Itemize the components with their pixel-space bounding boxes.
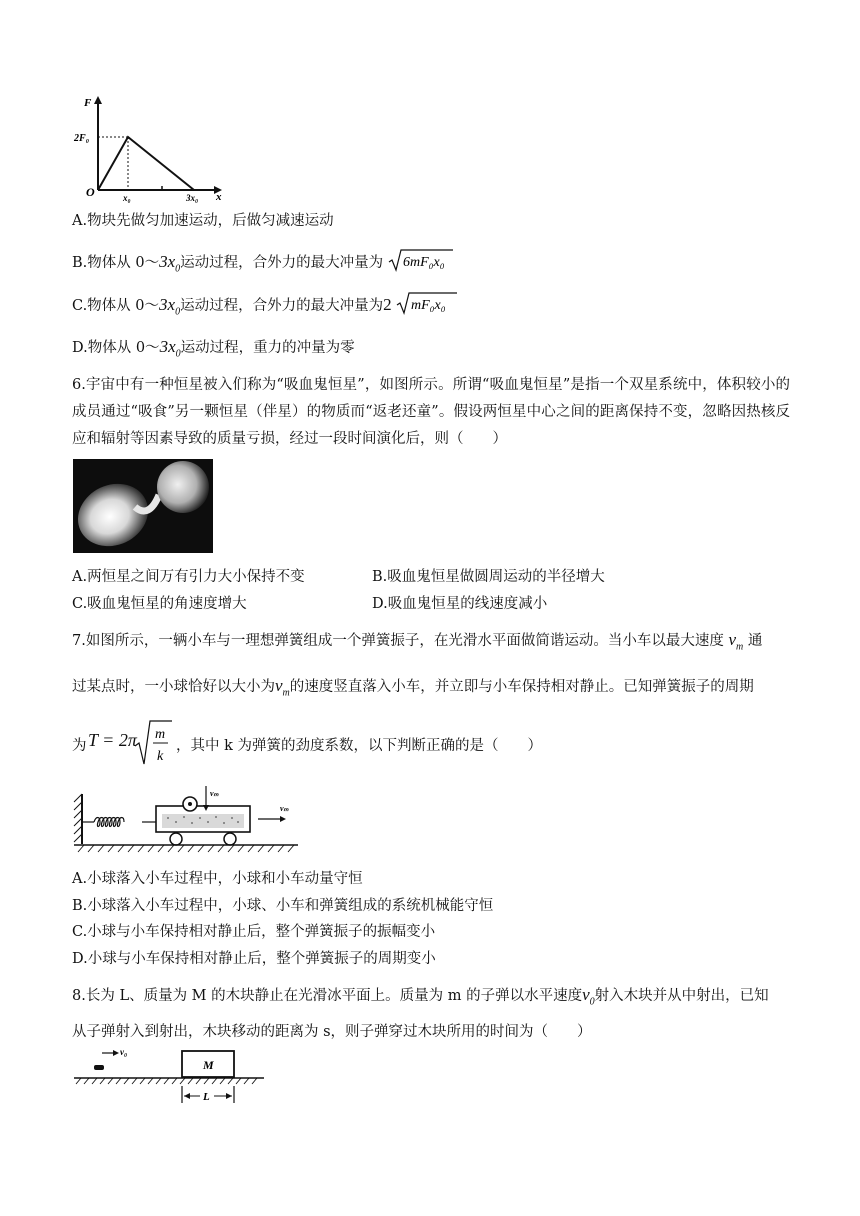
q5-d-range: $3x_0$ <box>159 337 181 360</box>
q7-formula-sqrt <box>134 718 174 768</box>
q5-c-range: $3x_0$ <box>159 295 181 318</box>
block-label: M <box>203 1058 214 1072</box>
q7-line-1: 7.如图所示，一辆小车与一理想弹簧组成一个弹簧振子，在光滑水平面做简谐运动。当小车以最大速度 $v_m$ 通 <box>72 630 763 653</box>
q6-option-a: A.两恒星之间万有引力大小保持不变 <box>72 569 305 585</box>
bullet <box>94 1065 104 1070</box>
length-label: L <box>203 1091 210 1103</box>
x0-label: x₀ <box>123 193 131 203</box>
q5-b-middle: 运动过程，合外力的最大冲量为 <box>180 255 384 271</box>
q5-option-c <box>72 291 458 322</box>
wheel-left <box>170 833 182 845</box>
peak-label: 2F₀ <box>74 133 90 144</box>
svg-text:mF₀x₀: mF₀x₀ <box>411 298 446 313</box>
q5-d-prefix: D.物体从 0～ <box>72 340 160 356</box>
small-star <box>157 461 209 513</box>
q5-c-sqrt <box>396 291 458 321</box>
q7-option-b: B.小球落入小车过程中，小球、小车和弹簧组成的系统机械能守恒 <box>72 898 494 914</box>
q5-b-range: $3x_0$ <box>159 252 181 275</box>
spring-cart-figure <box>72 784 302 856</box>
q7-option-a: A.小球落入小车过程中，小球和小车动量守恒 <box>72 871 363 887</box>
q5-option-a: A.物块先做匀加速运动，后做匀减速运动 <box>72 213 334 229</box>
q6-stem: 6.宇宙中有一种恒星被入们称为“吸血鬼恒星”，如图所示。所谓“吸血鬼恒星”是指一个双星系统中，体积较小的成员通过“吸食”另一颗恒星（伴星）的物质而“返老还童”。假设两恒星中心之间的距离保持不变，忽略因热核反应和辐射等因素导致的质量亏损，经过一段时间演化后，则（ ） <box>72 377 790 447</box>
q6-option-b: B.吸血鬼恒星做圆周运动的半径增大 <box>372 569 605 585</box>
q7-formula-lhs: T = 2π <box>88 730 137 750</box>
force-displacement-graph <box>74 92 228 203</box>
q7-vm-2: $v_m$ <box>275 676 290 699</box>
q5-c-prefix: C.物体从 0～ <box>72 298 160 314</box>
q8-v0: $v_0$ <box>582 985 595 1008</box>
svg-text:m: m <box>155 727 166 742</box>
bullet-velocity-label: v₀ <box>120 1047 128 1057</box>
spring <box>94 818 124 827</box>
x-axis-label: x <box>216 191 222 203</box>
svg-text:6mF₀x₀: 6mF₀x₀ <box>402 255 445 270</box>
y-axis-arrow <box>94 96 102 104</box>
origin-label: O <box>86 185 95 199</box>
q5-b-prefix: B.物体从 0～ <box>72 255 160 271</box>
q5-c-middle: 运动过程，合外力的最大冲量为 <box>180 298 384 314</box>
q7-option-c: C.小球与小车保持相对静止后，整个弹簧振子的振幅变小 <box>72 924 436 940</box>
q5-b-sqrt <box>388 248 454 278</box>
q6-option-d: D.吸血鬼恒星的线速度减小 <box>372 596 548 612</box>
y-axis-label: F <box>84 97 92 109</box>
q5-option-b <box>72 248 454 279</box>
wheel-right <box>224 833 236 845</box>
q8-line-1: 8.长为 L、质量为 M 的木块静止在光滑冰平面上。质量为 m 的子弹以水平速度$v_0$射入木块并从中射出，已知 <box>72 985 769 1008</box>
vampire-star-photo <box>73 459 213 553</box>
q5-option-d <box>72 337 355 364</box>
q7-line-2: 过某点时，一小球恰好以大小为$v_m$的速度竖直落入小车，并立即与小车保持相对静止。已知弹簧振子的周期 <box>72 676 754 699</box>
q5-c-coef: 2 <box>383 295 392 314</box>
fall-velocity-label: vₘ <box>210 789 219 798</box>
q7-option-d: D.小球与小车保持相对静止后，整个弹簧振子的周期变小 <box>72 951 436 967</box>
force-curve <box>98 137 194 190</box>
3x0-label: 3x₀ <box>186 193 199 203</box>
svg-text:k: k <box>157 749 164 764</box>
q5-d-suffix: 运动过程，重力的冲量为零 <box>180 340 355 356</box>
q7-vm-1: $v_m$ <box>728 630 744 653</box>
q6-option-c: C.吸血鬼恒星的角速度增大 <box>72 596 247 612</box>
q8-line-2: 从子弹射入到射出，木块移动的距离为 s，则子弹穿过木块所用的时间为（ ） <box>72 1024 592 1040</box>
bullet-block-figure <box>72 1043 272 1105</box>
cart-velocity-label: vₘ <box>280 804 289 813</box>
